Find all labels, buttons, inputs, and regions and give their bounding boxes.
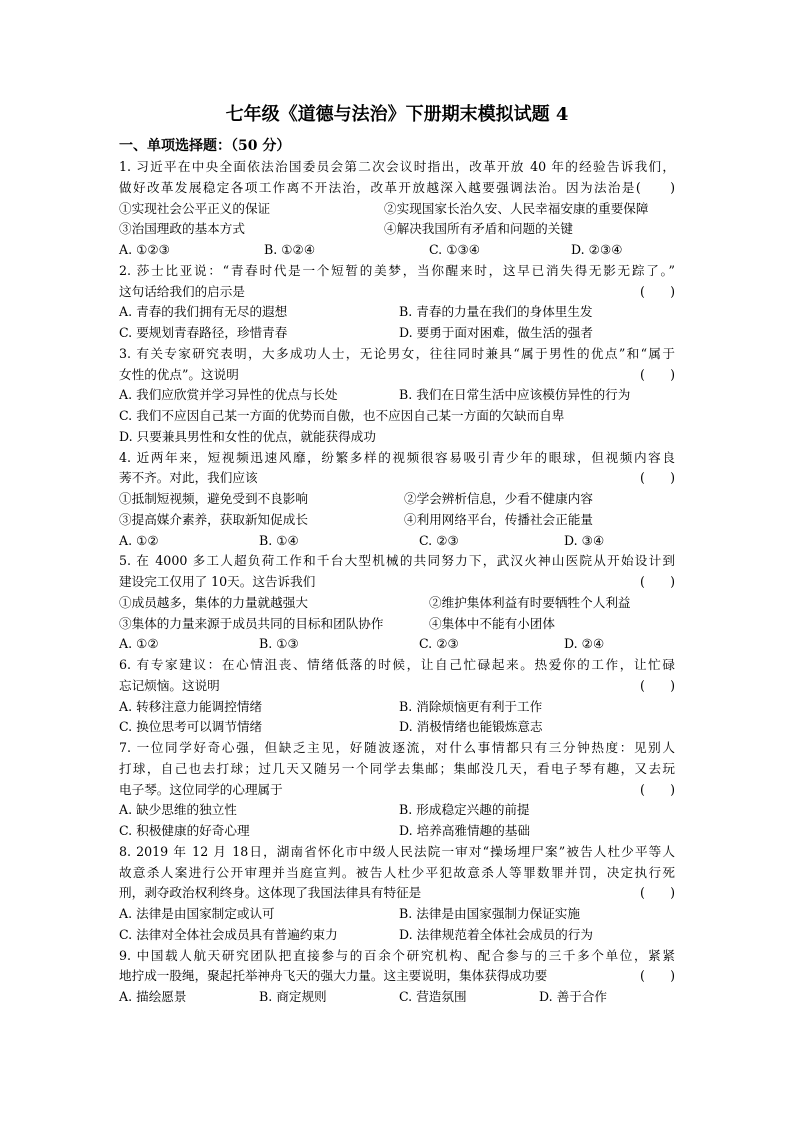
- option-c: C. ②③: [419, 636, 459, 652]
- statement: ④集体中不能有小团体: [429, 615, 555, 631]
- answer-blank: ( ): [639, 366, 675, 382]
- option-c: C. ②③: [419, 532, 459, 548]
- option-c: C. 我们不应因自己某一方面的优势而自傲，也不应因自己某一方面的欠缺而自卑: [119, 408, 565, 423]
- question-stem: 9. 中国载人航天研究团队把直接参与的百余个研究机构、配合参与的三千多个单位，紧紧: [119, 947, 675, 963]
- statement: ④利用网络平台，传播社会正能量: [404, 511, 593, 527]
- question-7: [119, 738, 675, 842]
- option-a: A. ①②③: [119, 242, 170, 257]
- option-d: D. 要勇于面对困难，做生活的强者: [399, 325, 593, 340]
- question-1: [119, 157, 675, 261]
- option-b: B. 形成稳定兴趣的前提: [399, 802, 530, 818]
- question-stem: 3. 有关专家研究表明，大多成功人士，无论男女，往往同时兼具“属于男性的优点”和“属于: [119, 345, 675, 361]
- statement: ①实现社会公平正义的保证: [119, 200, 271, 216]
- question-list: [119, 157, 675, 1008]
- question-stem: 7. 一位同学好奇心强，但缺乏主见，好随波逐流，对什么事情都只有三分钟热度：见别人: [119, 740, 675, 755]
- answer-blank: ( ): [639, 885, 675, 901]
- question-8: [119, 842, 675, 946]
- option-b: B. ①③: [259, 636, 299, 652]
- question-stem: 建设完工仅用了 10天。这告诉我们: [119, 574, 316, 589]
- statement: ③提高媒介素养，获取新知促成长: [119, 511, 308, 527]
- answer-blank: ( ): [639, 781, 675, 797]
- answer-blank: ( ): [639, 574, 675, 589]
- question-5: [119, 551, 675, 655]
- option-c: C. ①③④: [429, 242, 481, 257]
- statement: ④解决我国所有矛盾和问题的关键: [384, 221, 573, 237]
- question-stem: 5. 在 4000 多工人超负荷工作和千台大型机械的共同努力下，武汉火神山医院从开始设计到: [119, 553, 675, 569]
- option-a: A. 描绘愿景: [119, 989, 187, 1004]
- question-6: [119, 655, 675, 738]
- statement: ②学会辨析信息，少看不健康内容: [404, 491, 593, 506]
- question-stem: 打球，自己也去打球；过几天又随另一个同学去集邮；集邮没几天，看电子琴有趣，又去玩: [119, 760, 675, 776]
- statement: ①抵制短视频，避免受到不良影响: [119, 491, 308, 506]
- question-stem: 做好改革发展稳定各项工作离不开法治，改革开放越深入越要强调法治。因为法治是( ): [119, 179, 675, 195]
- option-b: B. ①②④: [264, 242, 316, 257]
- question-stem: 女性的优点”。这说明: [119, 366, 239, 382]
- statement: ②实现国家长治久安、人民幸福安康的重要保障: [384, 200, 649, 216]
- option-d: D. 培养高雅情趣的基础: [399, 823, 530, 838]
- question-3: [119, 344, 675, 448]
- question-stem: 1. 习近平在中央全面依法治国委员会第二次会议时指出，改革开放 40 年的经验告诉我们，: [119, 159, 675, 174]
- section-heading: 一、单项选择题：（50 分）: [119, 138, 291, 154]
- option-a: A. 我们应欣赏并学习异性的优点与长处: [119, 387, 338, 403]
- question-stem: 故意杀人案进行公开审理并当庭宣判。被告人杜少平犯故意杀人等罪数罪并罚，决定执行死: [119, 864, 675, 880]
- answer-blank: ( ): [639, 283, 675, 299]
- option-c: C. 要规划青春路径，珍惜青春: [119, 325, 288, 340]
- statement: ②维护集体利益有时要牺牲个人利益: [429, 594, 631, 610]
- option-b: B. 消除烦恼更有利于工作: [399, 698, 543, 714]
- option-a: A. ①②: [119, 636, 159, 652]
- option-c: C. 积极健康的好奇心理: [119, 823, 250, 838]
- question-stem: 这句话给我们的启示是: [119, 283, 245, 299]
- page-title: 七年级《道德与法治》下册期末模拟试题 4: [225, 104, 569, 125]
- question-stem: 6. 有专家建议：在心情沮丧、情绪低落的时候，让自己忙碌起来。热爱你的工作，让忙碌: [119, 657, 675, 672]
- option-c: C. 营造氛围: [399, 989, 467, 1004]
- statement: ①成员越多，集体的力量就越强大: [119, 594, 308, 610]
- option-c: C. 换位思考可以调节情绪: [119, 719, 263, 735]
- option-b: B. 青春的力量在我们的身体里生发: [399, 304, 593, 320]
- option-a: A. 缺少思维的独立性: [119, 802, 237, 818]
- answer-blank: ( ): [639, 470, 675, 486]
- option-d: D. 善于合作: [539, 989, 608, 1004]
- question-9: [119, 946, 675, 1008]
- question-stem: 地拧成一股绳，聚起托举神舟飞天的强大力量。这主要说明，集体获得成功要: [119, 968, 548, 984]
- question-stem: 刑，剥夺政治权利终身。这体现了我国法律具有特征是: [119, 885, 422, 901]
- option-b: B. 商定规则: [259, 989, 327, 1004]
- question-2: [119, 261, 675, 344]
- answer-blank: ( ): [639, 677, 675, 693]
- option-b: B. 法律是由国家强制力保证实施: [399, 906, 580, 921]
- statement: ③治国理政的基本方式: [119, 221, 245, 237]
- question-stem: 忘记烦恼。这说明: [119, 677, 220, 693]
- option-a: A. 法律是由国家制定或认可: [119, 906, 275, 921]
- option-d: D. ②④: [564, 636, 605, 652]
- option-a: A. 转移注意力能调控情绪: [119, 698, 263, 714]
- option-d: D. 法律规范着全体社会成员的行为: [399, 926, 593, 942]
- question-stem: 8. 2019 年 12 月 18日，湖南省怀化市中级人民法院一审对“操场埋尸案”被告人杜少平等人: [119, 843, 675, 859]
- option-a: A. ①②: [119, 532, 159, 548]
- question-stem: 莠不齐。对此，我们应该: [119, 470, 258, 486]
- statement: ③集体的力量来源于成员共同的目标和团队协作: [119, 615, 384, 631]
- option-d: D. ③④: [564, 532, 605, 548]
- question-stem: 电子琴。这位同学的心理属于: [119, 781, 283, 797]
- option-d: D. 只要兼具男性和女性的优点，就能获得成功: [119, 428, 376, 444]
- option-a: A. 青春的我们拥有无尽的遐想: [119, 304, 288, 320]
- question-stem: 2. 莎士比亚说：“青春时代是一个短暂的美梦，当你醒来时，这早已消失得无影无踪了。”: [119, 262, 675, 278]
- option-d: D. ②③④: [571, 242, 623, 257]
- answer-blank: ( ): [639, 968, 675, 984]
- option-b: B. ①④: [259, 532, 299, 548]
- question-4: [119, 448, 675, 552]
- option-d: D. 消极情绪也能锻炼意志: [399, 719, 543, 735]
- question-stem: 4. 近两年来，短视频迅速风靡，纷繁多样的视频很容易吸引青少年的眼球，但视频内容良: [119, 449, 675, 465]
- option-b: B. 我们在日常生活中应该模仿异性的行为: [399, 387, 631, 403]
- option-c: C. 法律对全体社会成员具有普遍约束力: [119, 926, 338, 942]
